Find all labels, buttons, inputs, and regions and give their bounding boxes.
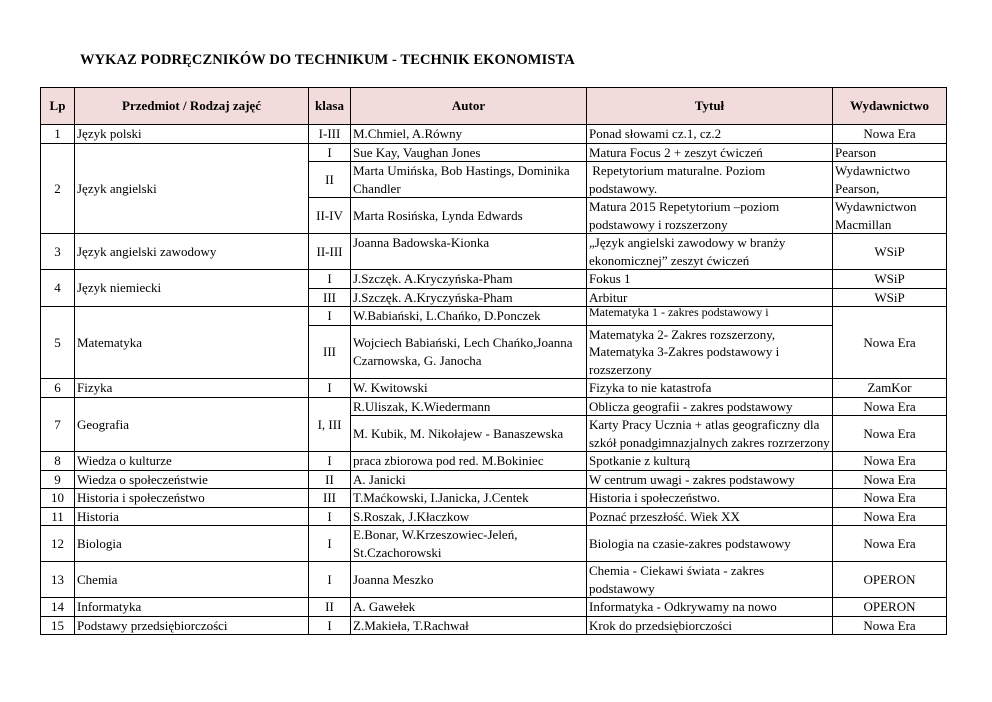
cell-author: Joanna Badowska-Kionka (351, 234, 587, 270)
cell-title: Matura 2015 Repetytorium –poziom podstawowy i rozszerzony (587, 198, 833, 234)
cell-title: Spotkanie z kulturą (587, 452, 833, 471)
cell-title: Oblicza geografii - zakres podstawowy (587, 397, 833, 416)
table-row (41, 489, 947, 508)
cell-author: J.Szczęk. A.Kryczyńska-Pham (351, 270, 587, 289)
cell-klasa: II (309, 598, 351, 617)
cell-publisher: Nowa Era (833, 125, 947, 144)
cell-title: Ponad słowami cz.1, cz.2 (587, 125, 833, 144)
textbook-table (40, 87, 947, 635)
header-lp: Lp (41, 88, 75, 125)
cell-title: Historia i społeczeństwo. (587, 489, 833, 508)
cell-klasa: I (309, 270, 351, 289)
cell-lp: 7 (41, 397, 75, 452)
cell-title: Biologia na czasie-zakres podstawowy (587, 526, 833, 562)
clipped-title: Matematyka 1 - zakres podstawowy i (589, 307, 769, 319)
cell-subject: Historia i społeczeństwo (75, 489, 309, 508)
cell-publisher: ZamKor (833, 379, 947, 398)
header-subject: Przedmiot / Rodzaj zajęć (75, 88, 309, 125)
cell-author: Marta Umińska, Bob Hastings, Dominika Chandler (351, 162, 587, 198)
cell-klasa: I (309, 452, 351, 471)
cell-title (587, 307, 833, 326)
cell-publisher: Nowa Era (833, 489, 947, 508)
cell-lp: 8 (41, 452, 75, 471)
cell-publisher: WSiP (833, 234, 947, 270)
cell-title: Matura Focus 2 + zeszyt ćwiczeń (587, 143, 833, 162)
cell-subject: Wiedza o kulturze (75, 452, 309, 471)
cell-publisher: Nowa Era (833, 416, 947, 452)
cell-klasa: I (309, 307, 351, 326)
cell-author: S.Roszak, J.Kłaczkow (351, 507, 587, 526)
table-row (41, 125, 947, 144)
table-row (41, 507, 947, 526)
cell-subject: Fizyka (75, 379, 309, 398)
header-title: Tytuł (587, 88, 833, 125)
cell-klasa: I (309, 143, 351, 162)
cell-publisher: OPERON (833, 598, 947, 617)
cell-publisher: Nowa Era (833, 470, 947, 489)
cell-lp: 15 (41, 616, 75, 635)
cell-subject: Język angielski (75, 143, 309, 234)
cell-klasa: III (309, 489, 351, 508)
table-row (41, 397, 947, 416)
cell-author: praca zbiorowa pod red. M.Bokiniec (351, 452, 587, 471)
cell-publisher: Nowa Era (833, 526, 947, 562)
cell-klasa: I (309, 526, 351, 562)
cell-subject: Język angielski zawodowy (75, 234, 309, 270)
cell-klasa: III (309, 288, 351, 307)
cell-lp: 5 (41, 307, 75, 379)
header-author: Autor (351, 88, 587, 125)
cell-klasa: I-III (309, 125, 351, 144)
cell-author: Sue Kay, Vaughan Jones (351, 143, 587, 162)
cell-author: W. Kwitowski (351, 379, 587, 398)
cell-publisher: Wydawnictwo Pearson, (833, 162, 947, 198)
cell-subject: Geografia (75, 397, 309, 452)
cell-author: Wojciech Babiański, Lech Chańko,Joanna Czarnowska, G. Janocha (351, 325, 587, 379)
cell-lp: 14 (41, 598, 75, 617)
cell-author: E.Bonar, W.Krzeszowiec-Jeleń, St.Czachorowski (351, 526, 587, 562)
cell-title: Informatyka - Odkrywamy na nowo (587, 598, 833, 617)
cell-title: Fizyka to nie katastrofa (587, 379, 833, 398)
cell-lp: 9 (41, 470, 75, 489)
cell-subject: Historia (75, 507, 309, 526)
cell-publisher: Nowa Era (833, 452, 947, 471)
cell-author: T.Maćkowski, I.Janicka, J.Centek (351, 489, 587, 508)
cell-title: W centrum uwagi - zakres podstawowy (587, 470, 833, 489)
cell-klasa: III (309, 325, 351, 379)
cell-subject: Język polski (75, 125, 309, 144)
cell-title: Poznać przeszłość. Wiek XX (587, 507, 833, 526)
cell-author: A. Gawełek (351, 598, 587, 617)
cell-klasa: I, III (309, 397, 351, 452)
cell-subject: Wiedza o społeczeństwie (75, 470, 309, 489)
cell-title: Chemia - Ciekawi świata - zakres podstawowy (587, 562, 833, 598)
cell-lp: 3 (41, 234, 75, 270)
cell-lp: 10 (41, 489, 75, 508)
cell-klasa: II-IV (309, 198, 351, 234)
cell-klasa: I (309, 379, 351, 398)
page-title: WYKAZ PODRĘCZNIKÓW DO TECHNIKUM - TECHNIK EKONOMISTA (80, 52, 575, 68)
cell-author: M.Chmiel, A.Równy (351, 125, 587, 144)
cell-publisher: WSiP (833, 288, 947, 307)
table-row (41, 526, 947, 562)
cell-klasa: II (309, 162, 351, 198)
table-row (41, 562, 947, 598)
cell-lp: 6 (41, 379, 75, 398)
cell-author: W.Babiański, L.Chańko, D.Ponczek (351, 307, 587, 326)
cell-lp: 2 (41, 143, 75, 234)
cell-lp: 1 (41, 125, 75, 144)
cell-klasa: I (309, 616, 351, 635)
cell-publisher: WSiP (833, 270, 947, 289)
header-publisher: Wydawnictwo (833, 88, 947, 125)
cell-publisher: Nowa Era (833, 616, 947, 635)
cell-lp: 4 (41, 270, 75, 307)
cell-klasa: I (309, 507, 351, 526)
cell-subject: Podstawy przedsiębiorczości (75, 616, 309, 635)
cell-subject: Informatyka (75, 598, 309, 617)
cell-author: Joanna Meszko (351, 562, 587, 598)
table-row (41, 470, 947, 489)
cell-title: Krok do przedsiębiorczości (587, 616, 833, 635)
cell-publisher: Wydawnictwon Macmillan (833, 198, 947, 234)
table-row (41, 616, 947, 635)
cell-klasa: II-III (309, 234, 351, 270)
table-row (41, 452, 947, 471)
cell-subject: Biologia (75, 526, 309, 562)
cell-title: „Język angielski zawodowy w branży ekonomicznej” zeszyt ćwiczeń (587, 234, 833, 270)
table-row (41, 234, 947, 270)
cell-klasa: I (309, 562, 351, 598)
cell-publisher: OPERON (833, 562, 947, 598)
cell-author: R.Uliszak, K.Wiedermann (351, 397, 587, 416)
cell-author: M. Kubik, M. Nikołajew - Banaszewska (351, 416, 587, 452)
cell-subject: Matematyka (75, 307, 309, 379)
cell-subject: Chemia (75, 562, 309, 598)
table-row (41, 379, 947, 398)
cell-subject: Język niemiecki (75, 270, 309, 307)
cell-title: Matematyka 2- Zakres rozszerzony, Matematyka 3-Zakres podstawowy i rozszerzony (587, 325, 833, 379)
cell-author: A. Janicki (351, 470, 587, 489)
cell-publisher: Nowa Era (833, 507, 947, 526)
cell-lp: 13 (41, 562, 75, 598)
header-row (41, 88, 947, 125)
cell-lp: 12 (41, 526, 75, 562)
table-row (41, 270, 947, 289)
table-row (41, 307, 947, 326)
table-row (41, 598, 947, 617)
cell-publisher: Pearson (833, 143, 947, 162)
header-klasa: klasa (309, 88, 351, 125)
cell-title: Repetytorium maturalne. Poziom podstawowy. (587, 162, 833, 198)
cell-title: Karty Pracy Ucznia + atlas geograficzny dla szkół ponadgimnazjalnych zakres rozrzerzony (587, 416, 833, 452)
cell-lp: 11 (41, 507, 75, 526)
cell-title: Arbitur (587, 288, 833, 307)
table-row (41, 143, 947, 162)
cell-publisher: Nowa Era (833, 307, 947, 379)
cell-klasa: II (309, 470, 351, 489)
cell-title: Fokus 1 (587, 270, 833, 289)
cell-author: Marta Rosińska, Lynda Edwards (351, 198, 587, 234)
cell-author: Z.Makieła, T.Rachwał (351, 616, 587, 635)
cell-publisher: Nowa Era (833, 397, 947, 416)
cell-author: J.Szczęk. A.Kryczyńska-Pham (351, 288, 587, 307)
